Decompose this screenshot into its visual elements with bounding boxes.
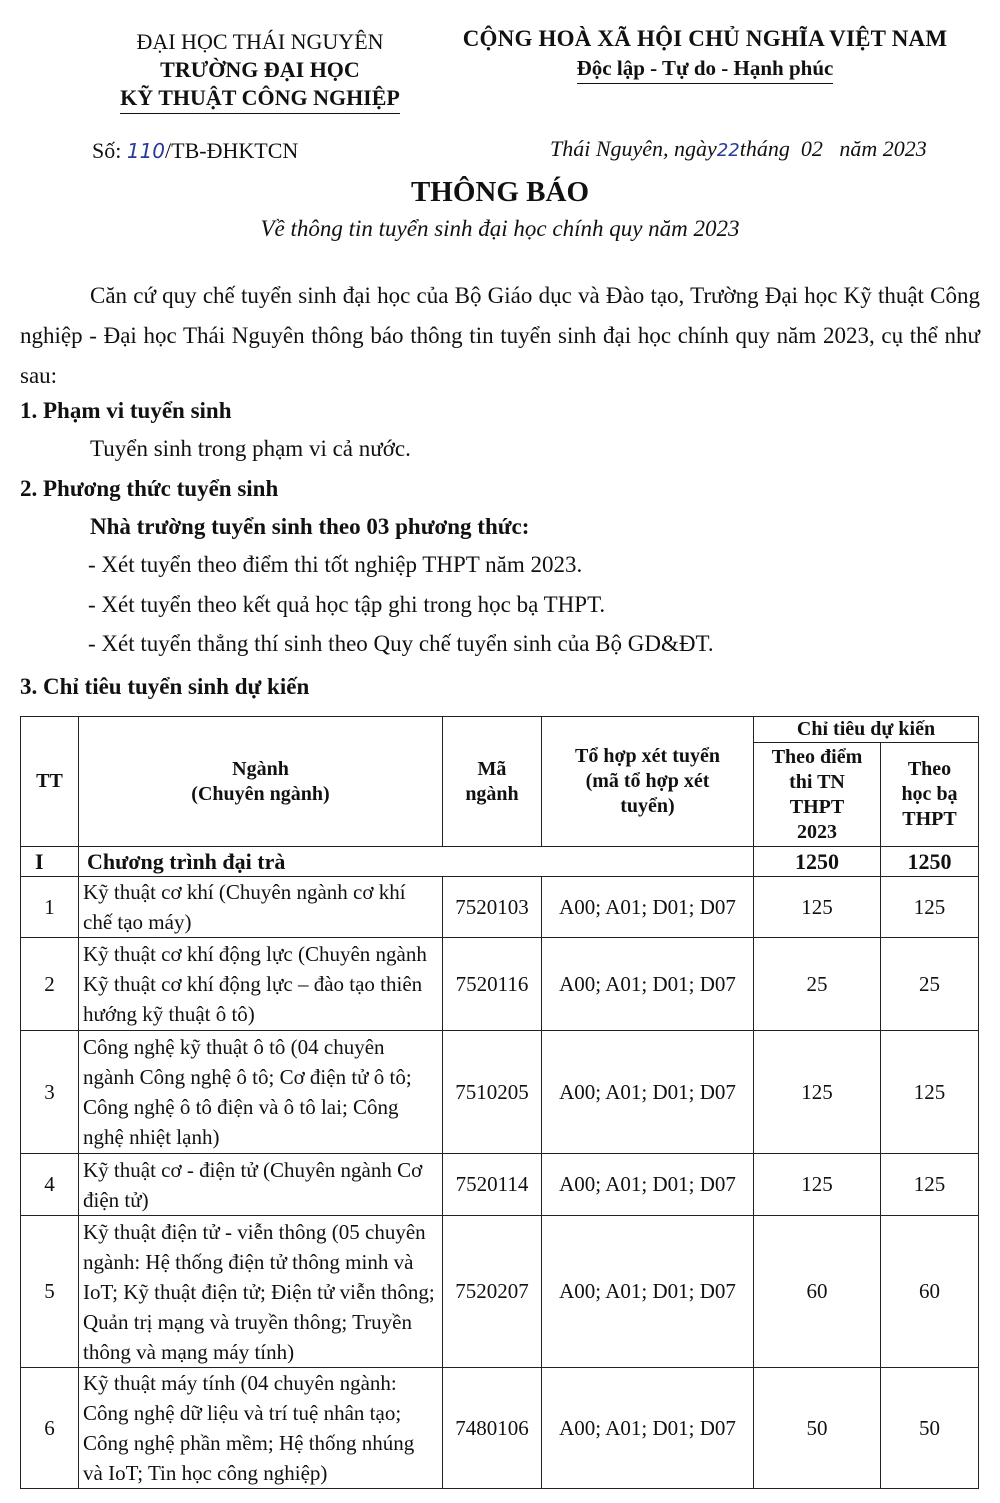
document-date <box>550 136 927 162</box>
row-combination: A00; A01; D01; D07 <box>542 1216 754 1368</box>
row-code: 7520116 <box>443 938 542 1031</box>
method-item: - Xét tuyển theo kết quả học tập ghi trong học bạ THPT. <box>88 592 606 617</box>
date-suffix: tháng 02 năm 2023 <box>739 136 927 161</box>
row-quota-exam: 25 <box>754 938 881 1031</box>
section-quota-exam: 1250 <box>754 847 881 877</box>
table-row <box>21 1031 979 1154</box>
row-code: 7520207 <box>443 1216 542 1368</box>
header-combination: Tổ hợp xét tuyển (mã tổ hợp xét tuyển) <box>542 717 754 847</box>
row-major: Kỹ thuật máy tính (04 chuyên ngành: Công nghệ dữ liệu và trí tuệ nhân tạo; Công nghệ phần mềm; Hệ thống nhúng và IoT; Tin học công nghiệp) <box>79 1368 443 1489</box>
row-major: Kỹ thuật cơ - điện tử (Chuyên ngành Cơ điện tử) <box>79 1154 443 1216</box>
row-combination: A00; A01; D01; D07 <box>542 877 754 938</box>
row-index: 2 <box>21 938 79 1031</box>
method-item: - Xét tuyển thẳng thí sinh theo Quy chế tuyển sinh của Bộ GD&ĐT. <box>88 631 714 656</box>
date-prefix: Thái Nguyên, ngày <box>550 136 717 161</box>
row-major: Kỹ thuật cơ khí (Chuyên ngành cơ khí chế tạo máy) <box>79 877 443 938</box>
section3-heading: 3. Chỉ tiêu tuyển sinh dự kiến <box>20 674 310 699</box>
method-item: - Xét tuyển theo điểm thi tốt nghiệp THPT năm 2023. <box>88 552 583 577</box>
document-subtitle: Về thông tin tuyển sinh đại học chính quy năm 2023 <box>260 216 740 241</box>
document-title: THÔNG BÁO <box>410 176 590 208</box>
header-quota-transcript: Theo học bạ THPT <box>881 743 979 847</box>
row-code: 7520103 <box>443 877 542 938</box>
row-quota-transcript: 60 <box>881 1216 979 1368</box>
row-combination: A00; A01; D01; D07 <box>542 1154 754 1216</box>
table-row <box>21 1216 979 1368</box>
row-code: 7480106 <box>443 1368 542 1489</box>
header-quota-exam: Theo điểm thi TN THPT 2023 <box>754 743 881 847</box>
quota-table <box>20 716 979 1489</box>
row-index: 1 <box>21 877 79 938</box>
national-heading <box>420 24 990 84</box>
intro-paragraph <box>20 276 980 396</box>
row-quota-exam: 125 <box>754 1154 881 1216</box>
row-quota-exam: 50 <box>754 1368 881 1489</box>
row-major: Kỹ thuật cơ khí động lực (Chuyên ngành Kỹ thuật cơ khí động lực – đào tạo thiên hướng kỹ thuật ô tô) <box>79 938 443 1031</box>
document-number-handwritten: 110 <box>126 139 166 163</box>
table-row <box>21 1368 979 1489</box>
org-school-line2: KỸ THUẬT CÔNG NGHIỆP <box>120 84 400 114</box>
intro-text: Căn cứ quy chế tuyển sinh đại học của Bộ Giáo dục và Đào tạo, Trường Đại học Kỹ thuật Công nghiệp - Đại học Thái Nguyên thông báo thông tin tuyển sinh đại học chính quy năm 2023, cụ thể như sau: <box>20 283 980 388</box>
date-day-handwritten: 22 <box>716 140 740 161</box>
section1-heading: 1. Phạm vi tuyển sinh <box>20 398 232 423</box>
table-row <box>21 877 979 938</box>
header-quota-group: Chỉ tiêu dự kiến <box>754 717 979 743</box>
row-quota-transcript: 125 <box>881 877 979 938</box>
org-parent: ĐẠI HỌC THÁI NGUYÊN <box>136 29 384 54</box>
section1-body: Tuyển sinh trong phạm vi cả nước. <box>90 436 411 461</box>
document-number <box>92 138 298 164</box>
section2-heading: 2. Phương thức tuyển sinh <box>20 476 279 501</box>
row-index: 5 <box>21 1216 79 1368</box>
section2-lead: Nhà trường tuyển sinh theo 03 phương thức: <box>90 514 530 539</box>
row-code: 7510205 <box>443 1031 542 1154</box>
row-quota-transcript: 25 <box>881 938 979 1031</box>
row-combination: A00; A01; D01; D07 <box>542 1031 754 1154</box>
row-major: Công nghệ kỹ thuật ô tô (04 chuyên ngành Công nghệ ô tô; Cơ điện tử ô tô; Công nghệ ô tô điện và ô tô lai; Công nghệ nhiệt lạnh) <box>79 1031 443 1154</box>
row-quota-exam: 60 <box>754 1216 881 1368</box>
national-title: CỘNG HOÀ XÃ HỘI CHỦ NGHĨA VIỆT NAM <box>462 26 948 51</box>
row-code: 7520114 <box>443 1154 542 1216</box>
program-section-row <box>21 847 979 877</box>
row-combination: A00; A01; D01; D07 <box>542 1368 754 1489</box>
section-index: I <box>21 847 79 877</box>
national-motto: Độc lập - Tự do - Hạnh phúc <box>577 54 834 84</box>
row-major: Kỹ thuật điện tử - viễn thông (05 chuyên ngành: Hệ thống điện tử thông minh và IoT; Kỹ thuật điện tử; Điện tử viễn thông; Quản trị mạng và truyền thông; Truyền thông và mạng máy tính) <box>79 1216 443 1368</box>
section-quota-transcript: 1250 <box>881 847 979 877</box>
table-row <box>21 938 979 1031</box>
row-quota-exam: 125 <box>754 1031 881 1154</box>
row-index: 4 <box>21 1154 79 1216</box>
row-index: 6 <box>21 1368 79 1489</box>
header-code: Mã ngành <box>443 717 542 847</box>
row-quota-transcript: 125 <box>881 1154 979 1216</box>
table-row <box>21 1154 979 1216</box>
row-quota-transcript: 125 <box>881 1031 979 1154</box>
section-name: Chương trình đại trà <box>79 847 754 877</box>
document-number-prefix: Số: <box>92 138 127 163</box>
org-school-line1: TRƯỜNG ĐẠI HỌC <box>160 57 360 82</box>
header-major: Ngành (Chuyên ngành) <box>79 717 443 847</box>
row-quota-transcript: 50 <box>881 1368 979 1489</box>
header-tt: TT <box>21 717 79 847</box>
document-number-suffix: /TB-ĐHKTCN <box>165 138 299 163</box>
row-combination: A00; A01; D01; D07 <box>542 938 754 1031</box>
row-index: 3 <box>21 1031 79 1154</box>
row-quota-exam: 125 <box>754 877 881 938</box>
